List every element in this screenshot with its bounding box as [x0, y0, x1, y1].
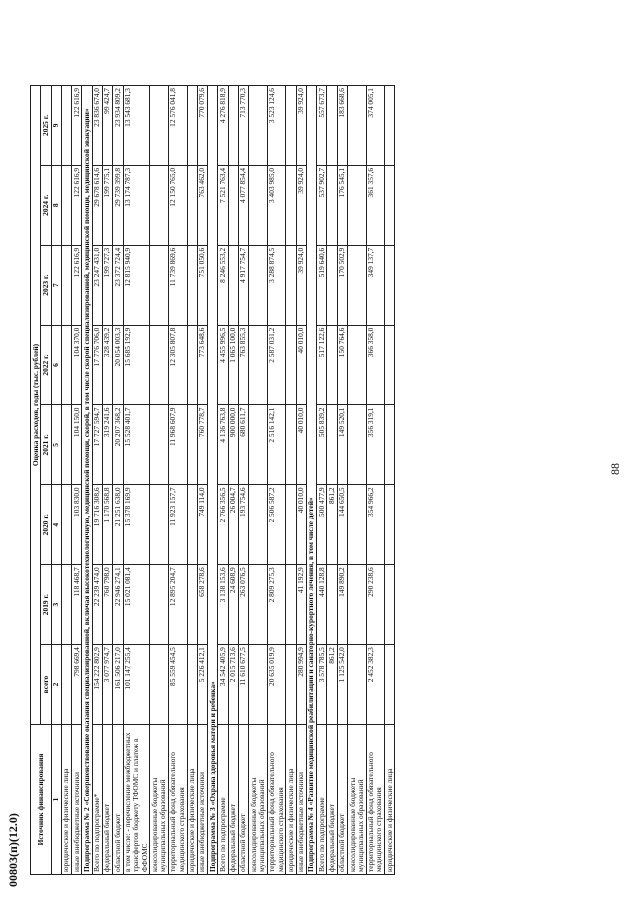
amount-cell: 517 122,6: [317, 325, 327, 405]
amount-cell: 15 528 401,7: [123, 405, 150, 485]
amount-cell: 85 559 454,5: [168, 645, 187, 725]
amount-cell: [249, 325, 268, 405]
funding-source-label: иные внебюджетные источники: [296, 725, 306, 875]
year-header: всего: [41, 645, 51, 725]
table-row: [317, 86, 327, 875]
column-index-cell: 5: [51, 405, 61, 485]
amount-cell: 749 114,0: [197, 485, 207, 565]
amount-cell: 12 150 765,0: [168, 165, 187, 245]
amount-cell: [61, 325, 71, 405]
amount-cell: 161 506 217,0: [113, 645, 123, 725]
column-index-row: [51, 86, 61, 875]
amount-cell: 170 502,9: [337, 245, 347, 325]
amount-cell: 15 685 192,9: [123, 325, 150, 405]
source-column-header: Источник финансирования: [31, 725, 52, 875]
amount-cell: [187, 405, 197, 485]
table-row: [61, 86, 71, 875]
amount-cell: 4 136 763,8: [218, 405, 228, 485]
amount-cell: 22 946 274,1: [113, 565, 123, 645]
amount-cell: [249, 405, 268, 485]
year-header: 2021 г.: [41, 405, 51, 485]
amount-cell: [327, 325, 337, 405]
amount-cell: 713 770,3: [238, 86, 248, 166]
amount-cell: 4 917 754,7: [238, 245, 248, 325]
amount-cell: [348, 645, 367, 725]
amount-cell: 2 587 031,2: [267, 325, 286, 405]
amount-cell: 4 455 996,5: [218, 325, 228, 405]
amount-cell: [385, 245, 395, 325]
amount-cell: 798 669,4: [72, 645, 82, 725]
amount-cell: 24 608,9: [228, 565, 238, 645]
funding-source-label: иные внебюджетные источники: [197, 725, 207, 875]
table-row: [327, 86, 337, 875]
table-row: [150, 86, 169, 875]
amount-cell: 11 739 869,6: [168, 245, 187, 325]
funding-source-label: юридические и физические лица: [61, 725, 71, 875]
amount-cell: 20 635 019,9: [267, 645, 286, 725]
amount-cell: [61, 645, 71, 725]
amount-cell: 23 372 724,4: [113, 245, 123, 325]
amount-cell: 537 902,7: [317, 165, 327, 245]
amount-cell: [150, 485, 169, 565]
amount-cell: [327, 405, 337, 485]
amount-cell: [228, 86, 238, 166]
amount-cell: [61, 405, 71, 485]
amount-cell: [385, 565, 395, 645]
amount-cell: 34 542 405,9: [218, 645, 228, 725]
amount-cell: [348, 565, 367, 645]
amount-cell: [187, 325, 197, 405]
amount-cell: [286, 645, 296, 725]
amount-cell: [286, 485, 296, 565]
column-index-cell: 2: [51, 645, 61, 725]
amount-cell: 356 319,1: [366, 405, 385, 485]
subprogram-title: Подпрограмма № 3 «Охрана здоровья матери и ребенка»: [208, 86, 218, 875]
amount-cell: 122 616,9: [72, 86, 82, 166]
year-header: 2019 г.: [41, 565, 51, 645]
subprogram-heading-row: [208, 86, 218, 875]
table-row: [238, 86, 248, 875]
amount-cell: 349 137,7: [366, 245, 385, 325]
amount-cell: 39 924,0: [296, 86, 306, 166]
amount-cell: 118 468,7: [72, 565, 82, 645]
amount-cell: 11 610 677,5: [238, 645, 248, 725]
amount-cell: 13 174 787,3: [123, 165, 150, 245]
amount-cell: 154 222 802,9: [92, 645, 102, 725]
amount-cell: 29 739 399,8: [113, 165, 123, 245]
funding-source-label: иные внебюджетные источники: [72, 725, 82, 875]
amount-cell: 751 050,6: [197, 245, 207, 325]
table-row: [102, 86, 112, 875]
amount-cell: 39 924,0: [296, 245, 306, 325]
amount-cell: 3 523 124,6: [267, 86, 286, 166]
amount-cell: 199 775,1: [102, 165, 112, 245]
funding-source-label: Всего по подпрограмме: [218, 725, 228, 875]
financing-table: [30, 85, 395, 875]
amount-cell: 500 477,9: [317, 485, 327, 565]
amount-cell: [385, 485, 395, 565]
amount-cell: 176 545,1: [337, 165, 347, 245]
amount-cell: 658 278,6: [197, 565, 207, 645]
amount-cell: 2 015 713,6: [228, 645, 238, 725]
amount-cell: [61, 485, 71, 565]
table-row: [267, 86, 286, 875]
amount-cell: 40 010,0: [296, 485, 306, 565]
amount-cell: 183 668,6: [337, 86, 347, 166]
funding-source-label: федеральный бюджет: [102, 725, 112, 875]
amount-cell: 2 809 275,3: [267, 565, 286, 645]
amount-cell: 199 727,3: [102, 245, 112, 325]
amount-cell: [187, 565, 197, 645]
amount-cell: [385, 165, 395, 245]
amount-cell: [150, 325, 169, 405]
amount-cell: 23 836 674,0: [92, 86, 102, 166]
table-row: [197, 86, 207, 875]
column-index-cell: 6: [51, 325, 61, 405]
funding-source-label: юридические и физические лица: [385, 725, 395, 875]
table-row: [92, 86, 102, 875]
amount-cell: [249, 645, 268, 725]
funding-source-label: территориальный фонд обязательного медицинского страхования: [267, 725, 286, 875]
amount-cell: 23 934 809,2: [113, 86, 123, 166]
amount-cell: 40 010,0: [296, 325, 306, 405]
amount-cell: 760 798,0: [102, 565, 112, 645]
subprogram-title: Подпрограмма № 4 «Развитие медицинской реабилитации и санаторно-курортного лечения, в том числе детей»: [306, 86, 316, 875]
amount-cell: [228, 245, 238, 325]
amount-cell: [150, 405, 169, 485]
amount-cell: 17 727 594,7: [92, 405, 102, 485]
amount-cell: [187, 245, 197, 325]
amount-cell: 17 776 706,0: [92, 325, 102, 405]
amount-cell: 20 054 003,3: [113, 325, 123, 405]
amount-cell: 99 424,7: [102, 86, 112, 166]
amount-cell: 760 778,7: [197, 405, 207, 485]
funding-source-label: областной бюджет: [337, 725, 347, 875]
amount-cell: 150 764,6: [337, 325, 347, 405]
funding-source-label: Всего по подпрограмме*: [92, 725, 102, 875]
funding-source-label: юридические и физические лица: [286, 725, 296, 875]
amount-cell: 900 000,0: [228, 405, 238, 485]
table-row: [385, 86, 395, 875]
table-body: [61, 86, 395, 875]
amount-cell: [348, 86, 367, 166]
amount-cell: [249, 86, 268, 166]
amount-cell: 3 288 874,5: [267, 245, 286, 325]
funding-source-label: территориальный фонд обязательного медицинского страхования: [168, 725, 187, 875]
table-row: [123, 86, 150, 875]
amount-cell: 861,2: [327, 645, 337, 725]
amount-cell: [286, 565, 296, 645]
table-row: [187, 86, 197, 875]
amount-cell: 12 895 204,7: [168, 565, 187, 645]
amount-cell: [327, 86, 337, 166]
funding-source-label: Всего по подпрограмме: [317, 725, 327, 875]
funding-source-label: областной бюджет: [113, 725, 123, 875]
amount-cell: [348, 245, 367, 325]
amount-cell: [385, 405, 395, 485]
table-row: [286, 86, 296, 875]
table-row: [228, 86, 238, 875]
amount-cell: 15 021 081,4: [123, 565, 150, 645]
amount-cell: [348, 325, 367, 405]
page-number: 88: [608, 463, 622, 475]
amount-cell: 290 238,6: [366, 565, 385, 645]
amount-cell: [327, 165, 337, 245]
amount-cell: [187, 485, 197, 565]
amount-cell: 440 128,8: [317, 565, 327, 645]
amount-cell: [385, 325, 395, 405]
year-header: 2020 г.: [41, 485, 51, 565]
amount-cell: [187, 86, 197, 166]
amount-cell: 19 716 308,6: [92, 485, 102, 565]
amount-cell: [249, 485, 268, 565]
amount-cell: 280 994,9: [296, 645, 306, 725]
amount-cell: 2 766 356,5: [218, 485, 228, 565]
amount-cell: [385, 645, 395, 725]
amount-cell: 5 226 412,1: [197, 645, 207, 725]
amount-cell: [61, 86, 71, 166]
amount-cell: [150, 165, 169, 245]
amount-cell: 374 005,1: [366, 86, 385, 166]
amount-cell: 40 010,0: [296, 405, 306, 485]
amount-cell: 122 616,9: [72, 165, 82, 245]
year-header: 2022 г.: [41, 325, 51, 405]
amount-cell: 1 125 542,0: [337, 645, 347, 725]
amount-cell: 21 251 638,0: [113, 485, 123, 565]
table-row: [168, 86, 187, 875]
funding-source-label: консолидированные бюджеты муниципальных образований: [150, 725, 169, 875]
amount-cell: 11 923 157,7: [168, 485, 187, 565]
funding-source-label: консолидированные бюджеты муниципальных образований: [249, 725, 268, 875]
table-row: [218, 86, 228, 875]
amount-cell: [249, 245, 268, 325]
amount-cell: [150, 86, 169, 166]
amount-cell: [61, 565, 71, 645]
amount-cell: [228, 165, 238, 245]
subprogram-heading-row: [82, 86, 92, 875]
amount-cell: 3 403 985,0: [267, 165, 286, 245]
table-row: [366, 86, 385, 875]
amount-cell: 3 578 785,5: [317, 645, 327, 725]
amount-cell: [150, 565, 169, 645]
amount-cell: [348, 485, 367, 565]
amount-cell: 1 170 568,8: [102, 485, 112, 565]
amount-cell: 3 077 974,7: [102, 645, 112, 725]
funding-source-label: консолидированные бюджеты муниципальных образований: [348, 725, 367, 875]
amount-cell: 319 241,6: [102, 405, 112, 485]
amount-cell: 2 506 587,2: [267, 485, 286, 565]
amount-cell: 23 247 431,0: [92, 245, 102, 325]
funding-source-label: федеральный бюджет: [228, 725, 238, 875]
table-row: [249, 86, 268, 875]
amount-cell: 2 452 382,3: [366, 645, 385, 725]
document-code: 00803(п)(12.0): [6, 813, 20, 887]
amount-cell: 763 462,0: [197, 165, 207, 245]
table-row: [348, 86, 367, 875]
amount-cell: 328 439,2: [102, 325, 112, 405]
amount-cell: [249, 165, 268, 245]
amount-cell: [286, 405, 296, 485]
amount-cell: [286, 245, 296, 325]
subprogram-title: Подпрограмма № 2 «Совершенствование оказания специализированной, включая высокотехнологичную, медицинской помощи, скорой, в том числе скорой специализированной, медицинской помощи, медицинской эвакуации»: [82, 86, 92, 875]
amount-cell: 3 138 153,6: [218, 565, 228, 645]
funding-source-label: территориальный фонд обязательного медицинского страхования: [366, 725, 385, 875]
year-header: 2024 г.: [41, 165, 51, 245]
amount-cell: 763 855,3: [238, 325, 248, 405]
amount-cell: 193 754,6: [238, 485, 248, 565]
amount-cell: 122 616,9: [72, 245, 82, 325]
amount-cell: 519 640,6: [317, 245, 327, 325]
amount-cell: 366 358,0: [366, 325, 385, 405]
amount-cell: [150, 245, 169, 325]
amount-cell: 7 521 763,4: [218, 165, 228, 245]
amount-cell: 861,2: [327, 485, 337, 565]
funding-source-label: областной бюджет: [238, 725, 248, 875]
amount-cell: [385, 86, 395, 166]
amount-cell: [286, 86, 296, 166]
amount-cell: 4 077 854,4: [238, 165, 248, 245]
column-index-cell: 3: [51, 565, 61, 645]
amount-cell: 361 357,6: [366, 165, 385, 245]
column-index-cell: 8: [51, 165, 61, 245]
table-row: [113, 86, 123, 875]
amount-cell: 13 543 681,3: [123, 86, 150, 166]
table-row: [337, 86, 347, 875]
amount-cell: 770 079,6: [197, 86, 207, 166]
amount-cell: 12 576 041,8: [168, 86, 187, 166]
amount-cell: 26 004,7: [228, 485, 238, 565]
amount-cell: 263 076,5: [238, 565, 248, 645]
amount-cell: 8 246 553,2: [218, 245, 228, 325]
amount-cell: 680 611,7: [238, 405, 248, 485]
amount-cell: 15 378 169,9: [123, 485, 150, 565]
amount-cell: 39 924,0: [296, 165, 306, 245]
year-header: 2023 г.: [41, 245, 51, 325]
amount-cell: [327, 245, 337, 325]
amount-cell: 4 276 818,9: [218, 86, 228, 166]
amount-cell: 22 239 474,0: [92, 565, 102, 645]
amount-cell: 12 305 807,8: [168, 325, 187, 405]
amount-cell: [61, 245, 71, 325]
table-row: [296, 86, 306, 875]
funding-source-label: в том числе: - перечисление межбюджетных трансфертов бюджету ТФОМС и платеж в ФФОМС: [123, 725, 150, 875]
amount-cell: 20 207 368,2: [113, 405, 123, 485]
amount-cell: 505 839,2: [317, 405, 327, 485]
amount-cell: 29 678 614,6: [92, 165, 102, 245]
amount-cell: 12 815 940,9: [123, 245, 150, 325]
amount-cell: [348, 165, 367, 245]
amount-cell: 2 516 142,1: [267, 405, 286, 485]
estimate-header: Оценка расходов, годы (тыс. рублей): [31, 86, 41, 725]
funding-source-label: федеральный бюджет: [327, 725, 337, 875]
column-index-cell: 4: [51, 485, 61, 565]
amount-cell: 354 966,2: [366, 485, 385, 565]
amount-cell: 41 192,9: [296, 565, 306, 645]
amount-cell: [327, 565, 337, 645]
amount-cell: 149 520,1: [337, 405, 347, 485]
amount-cell: [150, 645, 169, 725]
amount-cell: 557 673,7: [317, 86, 327, 166]
amount-cell: 11 968 607,9: [168, 405, 187, 485]
amount-cell: 104 370,0: [72, 325, 82, 405]
amount-cell: 773 648,6: [197, 325, 207, 405]
column-index-cell: 9: [51, 86, 61, 166]
subprogram-heading-row: [306, 86, 316, 875]
amount-cell: [61, 165, 71, 245]
amount-cell: [187, 165, 197, 245]
amount-cell: [249, 565, 268, 645]
funding-source-label: юридические и физические лица: [187, 725, 197, 875]
amount-cell: 104 150,0: [72, 405, 82, 485]
year-header: 2025 г.: [41, 86, 51, 166]
amount-cell: [348, 405, 367, 485]
amount-cell: 149 890,2: [337, 565, 347, 645]
amount-cell: 101 147 255,4: [123, 645, 150, 725]
amount-cell: [286, 165, 296, 245]
table-header: [31, 86, 62, 875]
column-index-cell: 1: [51, 725, 61, 875]
table-row: [72, 86, 82, 875]
column-index-cell: 7: [51, 245, 61, 325]
amount-cell: 103 830,0: [72, 485, 82, 565]
amount-cell: 144 650,5: [337, 485, 347, 565]
amount-cell: [286, 325, 296, 405]
amount-cell: 1 065 100,0: [228, 325, 238, 405]
amount-cell: [187, 645, 197, 725]
